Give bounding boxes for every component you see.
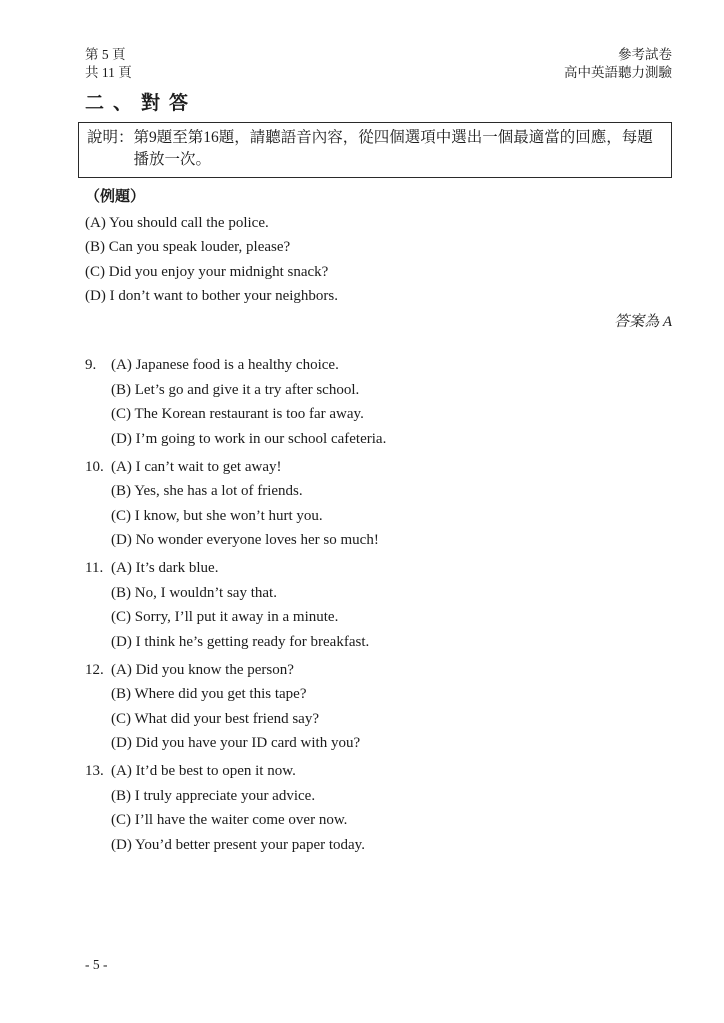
question-first-line — [85, 357, 672, 374]
question-option: (A) It’s dark blue. — [111, 560, 219, 576]
question-option: (B) Let’s go and give it a try after school. — [111, 381, 360, 398]
question-option: (D) You’d better present your paper today. — [111, 836, 365, 853]
question-option: (D) I’m going to work in our school cafeteria. — [111, 430, 387, 447]
header-doc-label: 參考試卷 — [618, 47, 672, 62]
question-option: (C) What did your best friend say? — [111, 710, 320, 727]
question-option: (C) Sorry, I’ll put it away in a minute. — [111, 609, 339, 625]
header-right — [564, 46, 672, 82]
question-number: 12. — [85, 661, 104, 678]
question-option: (A) Japanese food is a healthy choice. — [111, 357, 339, 373]
example-option: (D) I don’t want to bother your neighbors. — [85, 288, 339, 304]
question-number: 10. — [85, 458, 104, 475]
question-first-line — [85, 662, 672, 679]
question-option: (C) I know, but she won’t hurt you. — [111, 507, 323, 524]
page-header — [85, 46, 672, 82]
question-block — [85, 662, 672, 753]
section-heading: 二、對答 — [85, 93, 198, 114]
question-option: (D) Did you have your ID card with you? — [111, 735, 361, 751]
question-option: (D) I think he’s getting ready for breakfast. — [111, 633, 370, 650]
question-option: (B) Where did you get this tape? — [111, 686, 307, 702]
example-option: (A) You should call the police. — [85, 214, 269, 231]
example-option: (C) Did you enjoy your midnight snack? — [85, 263, 329, 280]
page-footer-number: - 5 - — [85, 957, 108, 972]
example-block — [85, 187, 672, 331]
header-left — [85, 46, 132, 82]
question-option: (C) The Korean restaurant is too far away. — [111, 406, 364, 422]
question-number: 13. — [85, 763, 104, 779]
question-option: (B) I truly appreciate your advice. — [111, 787, 316, 804]
question-first-line — [85, 560, 672, 577]
question-number: 9. — [85, 357, 97, 373]
header-doc-title: 高中英語聽力測驗 — [564, 65, 672, 80]
question-option: (A) It’d be best to open it now. — [111, 763, 296, 779]
question-block — [85, 459, 672, 550]
question-number: 11. — [85, 560, 104, 576]
header-total-pages: 共 11 頁 — [85, 65, 132, 80]
question-option: (B) No, I wouldn’t say that. — [111, 584, 277, 601]
question-option: (B) Yes, she has a lot of friends. — [111, 483, 303, 499]
example-label: （例題） — [85, 189, 146, 205]
instruction-text: 說明：第9題至第16題，請聽語音內容，從四個選項中選出一個最適當的回應，每題播放一次。 — [87, 129, 653, 168]
question-option: (A) I can’t wait to get away! — [111, 458, 282, 475]
example-answer-note: 答案為 A — [614, 314, 672, 330]
question-option: (A) Did you know the person? — [111, 661, 294, 678]
question-option: (D) No wonder everyone loves her so much! — [111, 532, 379, 548]
question-block — [85, 357, 672, 448]
instruction-box — [78, 122, 672, 178]
question-block — [85, 560, 672, 651]
header-page-number: 第 5 頁 — [85, 47, 126, 62]
question-first-line — [85, 763, 672, 780]
question-first-line — [85, 459, 672, 476]
questions-list — [85, 357, 672, 854]
question-block — [85, 763, 672, 854]
question-option: (C) I’ll have the waiter come over now. — [111, 812, 348, 828]
example-option: (B) Can you speak louder, please? — [85, 239, 291, 255]
